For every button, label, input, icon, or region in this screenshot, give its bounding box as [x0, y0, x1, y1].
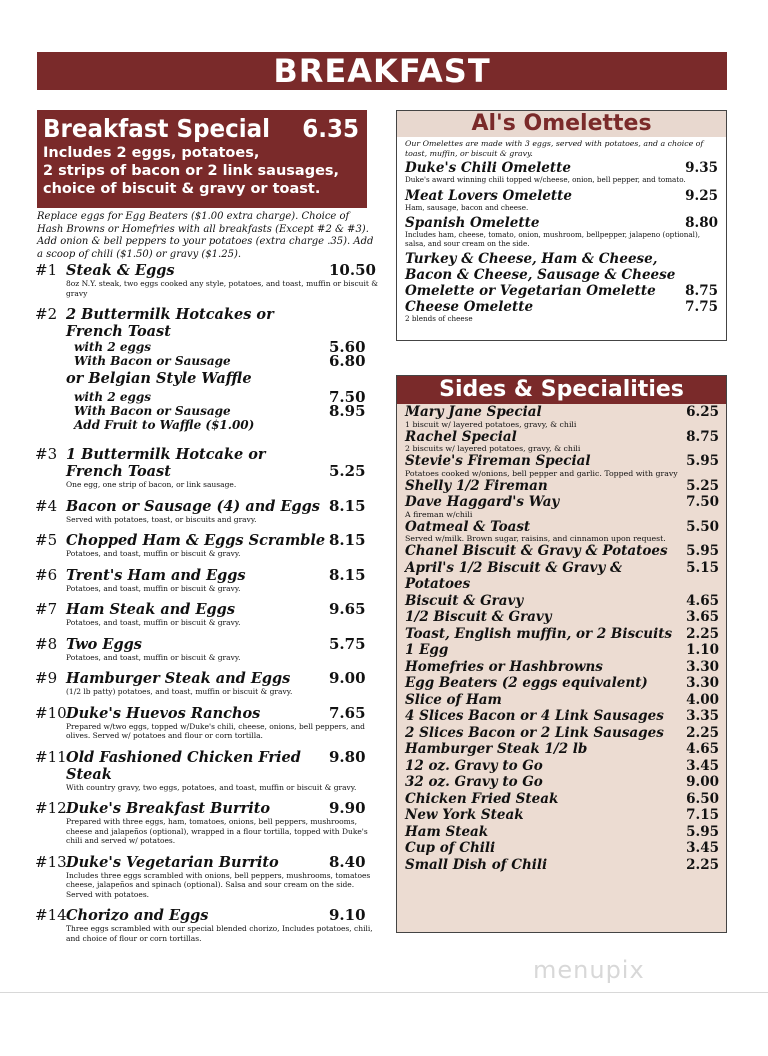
item-name: 1 Buttermilk Hotcake or	[66, 446, 266, 463]
side-item	[405, 692, 719, 709]
omelette-price: 9.25	[685, 187, 718, 204]
side-desc: Potatoes cooked w/onions, bell pepper and garlic. Topped with gravy	[405, 468, 678, 478]
omelette-item	[405, 160, 718, 185]
item-name: Two Eggs	[66, 635, 142, 653]
item-number: #3	[35, 445, 58, 463]
side-name: Toast, English muffin, or 2 Biscuits	[405, 625, 673, 642]
omelette-name: Omelette or Vegetarian Omelette	[405, 283, 656, 299]
item-desc: Potatoes, and toast, muffin or biscuit & gravy.	[66, 549, 241, 558]
side-price: 2.25	[686, 724, 719, 741]
side-price: 3.35	[686, 708, 719, 724]
item-number: #2	[35, 305, 58, 323]
omelette-name: Meat Lovers Omelette	[405, 187, 572, 204]
side-price: 5.15	[686, 559, 719, 576]
item-price: 9.10	[329, 906, 366, 924]
item-option: With Bacon or Sausage	[74, 404, 231, 418]
side-price: 7.15	[686, 807, 719, 823]
item-name: Chorizo and Eggs	[66, 907, 209, 924]
item-number: #1	[35, 261, 58, 279]
omelette-name: Spanish Omelette	[405, 215, 540, 231]
side-name: Small Dish of Chili	[405, 856, 548, 873]
side-name: Biscuit & Gravy	[405, 592, 524, 609]
side-price: 8.75	[686, 428, 719, 445]
item-number: #11	[35, 747, 67, 766]
side-item	[405, 824, 719, 841]
item-desc: Served with potatoes, toast, or biscuits and gravy.	[66, 514, 257, 524]
item-desc: One egg, one strip of bacon, or link sausage.	[66, 480, 237, 489]
special-line: 2 strips of bacon or 2 link sausages,	[43, 163, 340, 179]
side-item	[405, 543, 719, 560]
item-number: #8	[35, 634, 58, 653]
item-desc: Prepared w/two eggs, topped w/Duke's chili, cheese, onions, bell peppers, and olives. Served w/ potatoes and flour or corn tortilla.	[66, 721, 365, 740]
side-price: 1.10	[686, 642, 719, 658]
side-name: 1 Egg	[405, 642, 449, 658]
special-note: Replace eggs for Egg Beaters ($1.00 extra charge). Choice of Hash Browns or Homefries with all breakfasts (Except #2 & #3). Add onion & bell peppers to your potatoes (extra charge .35). Add a scoop of chili ($1.50) or gravy ($1.25).	[37, 211, 374, 260]
side-item	[405, 429, 719, 454]
side-price: 3.45	[686, 757, 719, 774]
side-name: Chicken Fried Steak	[405, 790, 559, 807]
side-name: Shelly 1/2 Fireman	[405, 477, 548, 494]
item-option: With Bacon or Sausage	[74, 354, 231, 368]
side-item	[405, 840, 719, 857]
side-name: Homefries or Hashbrowns	[405, 658, 603, 675]
menu-item	[35, 705, 385, 741]
item-option: or Belgian Style Waffle	[66, 370, 252, 387]
item-option-price: 7.50	[329, 388, 366, 406]
menu-item	[35, 749, 385, 793]
item-name: Bacon or Sausage (4) and Eggs	[66, 497, 320, 515]
side-name: Slice of Ham	[405, 691, 502, 708]
item-price: 7.65	[329, 703, 366, 722]
item-price: 9.80	[329, 747, 366, 766]
special-price: 6.35	[302, 114, 359, 143]
side-item	[405, 791, 719, 808]
item-price: 5.25	[329, 462, 366, 480]
omelette-item	[405, 283, 718, 299]
item-name: Ham Steak and Eggs	[66, 601, 235, 618]
side-item	[405, 708, 719, 725]
item-option-price: 6.80	[329, 352, 366, 370]
side-item	[405, 642, 719, 659]
divider	[0, 992, 768, 993]
omelette-price	[678, 267, 718, 283]
omelette-item	[405, 267, 718, 283]
side-name: April's 1/2 Biscuit & Gravy & Potatoes	[405, 559, 623, 592]
side-price: 7.50	[686, 494, 719, 510]
omelette-desc: Includes ham, cheese, tomato, onion, mushroom, bellpepper, jalapeno (optional), salsa, and sour cream on the side.	[405, 230, 701, 248]
item-price: 5.75	[329, 634, 366, 653]
side-price: 5.25	[686, 477, 719, 494]
item-name: Trent's Ham and Eggs	[66, 566, 246, 584]
item-number: #5	[35, 531, 58, 549]
side-name: 4 Slices Bacon or 4 Link Sausages	[405, 708, 664, 724]
watermark-logo: menupix	[533, 956, 645, 984]
item-desc: Includes three eggs scrambled with onions, bell peppers, mushrooms, tomatoes cheese, jalapeños and spinach (optional). Salsa and sour cream on the side. Served with potatoes.	[66, 870, 371, 899]
side-price: 3.30	[686, 675, 719, 691]
item-price: 8.15	[329, 531, 366, 549]
special-line: choice of biscuit & gravy or toast.	[43, 181, 321, 197]
item-desc: Prepared with three eggs, ham, tomatoes, onions, bell peppers, mushrooms, cheese and jalapeños (optional), wrapped in a flour tortilla, topped with Duke's chili and served w/ potatoes.	[66, 817, 368, 845]
side-item	[405, 478, 719, 495]
item-desc: Potatoes, and toast, muffin or biscuit & gravy.	[66, 618, 241, 627]
side-item	[405, 659, 719, 676]
omelette-price	[678, 251, 718, 267]
side-name: Stevie's Fireman Special	[405, 453, 591, 469]
item-number: #7	[35, 600, 58, 618]
side-name: 12 oz. Gravy to Go	[405, 757, 543, 774]
side-price: 5.95	[686, 453, 719, 469]
side-price: 6.50	[686, 790, 719, 807]
menu-item	[35, 800, 385, 846]
side-desc: A fireman w/chili	[405, 509, 473, 519]
item-number: #4	[35, 496, 58, 515]
omelette-name: Turkey & Cheese, Ham & Cheese,	[405, 251, 658, 267]
side-name: Cup of Chili	[405, 840, 496, 856]
item-price: 10.50	[329, 261, 376, 279]
side-item	[405, 560, 719, 593]
item-desc: Potatoes, and toast, muffin or biscuit & gravy.	[66, 652, 241, 662]
sides-title: Sides & Specialities	[397, 376, 726, 404]
item-name: Duke's Breakfast Burrito	[66, 800, 271, 817]
omelette-price: 8.80	[685, 215, 718, 231]
menu-item	[35, 670, 385, 697]
side-item	[405, 741, 719, 758]
omelette-price: 9.35	[685, 160, 718, 176]
item-number: #9	[35, 669, 58, 687]
item-number: #13	[35, 852, 67, 871]
item-price: 8.15	[329, 496, 366, 515]
side-item	[405, 758, 719, 775]
side-price: 5.95	[686, 823, 719, 840]
side-price: 6.25	[686, 404, 719, 420]
side-price: 3.30	[686, 658, 719, 675]
omelettes-title: Al's Omelettes	[397, 111, 726, 137]
menu-item	[35, 446, 385, 490]
side-item	[405, 675, 719, 692]
item-number: #10	[35, 703, 67, 722]
page-title: BREAKFAST	[37, 52, 727, 90]
side-price: 5.50	[686, 518, 719, 535]
side-desc: 1 biscuit w/ layered potatoes, gravy, & chili	[405, 419, 577, 429]
special-line: Includes 2 eggs, potatoes,	[43, 145, 260, 161]
omelettes-section	[396, 110, 727, 341]
menu-item	[35, 854, 385, 900]
menu-item	[35, 306, 385, 432]
omelette-item	[405, 299, 718, 324]
side-name: Ham Steak	[405, 823, 489, 840]
side-name: 2 Slices Bacon or 2 Link Sausages	[405, 724, 664, 741]
item-number: #12	[35, 799, 67, 817]
menu-item	[35, 262, 385, 298]
item-option-price: 8.95	[329, 402, 366, 420]
menu-item	[35, 567, 385, 594]
omelette-desc: Duke's award winning chili topped w/cheese, onion, bell pepper, and tomato.	[405, 175, 686, 184]
side-name: Mary Jane Special	[405, 404, 542, 420]
item-option: with 2 eggs	[74, 340, 152, 354]
side-name: Hamburger Steak 1/2 lb	[405, 741, 588, 757]
item-name: Old Fashioned Chicken Fried Steak	[66, 748, 301, 783]
side-price: 3.65	[686, 609, 719, 625]
side-price: 2.25	[686, 856, 719, 873]
side-name: 1/2 Biscuit & Gravy	[405, 609, 552, 625]
item-desc: 8oz N.Y. steak, two eggs cooked any style, potatoes, and toast, muffin or biscuit & gravy	[66, 279, 378, 298]
side-price: 3.45	[686, 840, 719, 856]
omelette-item	[405, 188, 718, 213]
side-price: 5.95	[686, 543, 719, 559]
item-name: 2 Buttermilk Hotcakes or	[66, 306, 274, 323]
omelette-name: Duke's Chili Omelette	[405, 160, 571, 176]
special-title: Breakfast Special	[43, 114, 271, 143]
sides-section	[396, 375, 727, 933]
side-item	[405, 774, 719, 791]
side-desc: Served w/milk. Brown sugar, raisins, and cinnamon upon request.	[405, 534, 666, 543]
item-name: Hamburger Steak and Eggs	[66, 670, 291, 687]
item-name-cont: French Toast	[66, 323, 171, 340]
side-item	[405, 609, 719, 626]
side-item	[405, 404, 719, 429]
omelette-price: 7.75	[685, 299, 718, 315]
menu-item	[35, 532, 385, 559]
item-price: 9.65	[329, 600, 366, 618]
item-desc: Three eggs scrambled with our special blended chorizo, Includes potatoes, chili, and choice of flour or corn tortillas.	[66, 924, 373, 943]
item-number: #14	[35, 906, 67, 924]
menu-item	[35, 498, 385, 525]
side-price: 2.25	[686, 625, 719, 642]
side-price: 4.00	[686, 691, 719, 708]
item-option: with 2 eggs	[74, 390, 152, 404]
item-name: Chopped Ham & Eggs Scramble	[66, 532, 326, 549]
side-item	[405, 519, 719, 544]
item-name: Steak & Eggs	[66, 262, 175, 279]
side-item	[405, 725, 719, 742]
side-desc: 2 biscuits w/ layered potatoes, gravy, & chili	[405, 444, 581, 453]
menu-item	[35, 636, 385, 663]
item-name-cont: French Toast	[66, 463, 171, 480]
side-item	[405, 626, 719, 643]
side-item	[405, 494, 719, 519]
omelette-name: Cheese Omelette	[405, 299, 534, 315]
omelette-item	[405, 215, 718, 248]
side-name: Chanel Biscuit & Gravy & Potatoes	[405, 543, 668, 559]
side-name: New York Steak	[405, 807, 524, 823]
item-price: 8.15	[329, 565, 366, 584]
item-price: 9.00	[329, 669, 366, 687]
menu-item	[35, 907, 385, 943]
item-desc: Potatoes, and toast, muffin or biscuit & gravy.	[66, 583, 241, 593]
omelette-desc: Ham, sausage, bacon and cheese.	[405, 202, 529, 212]
item-desc: With country gravy, two eggs, potatoes, and toast, muffin or biscuit & gravy.	[66, 782, 357, 792]
item-price: 8.40	[329, 852, 366, 871]
side-price: 9.00	[686, 774, 719, 790]
omelette-price: 8.75	[685, 283, 718, 299]
omelette-desc: 2 blends of cheese	[405, 314, 473, 323]
omelette-name: Bacon & Cheese, Sausage & Cheese	[405, 267, 676, 283]
item-number: #6	[35, 565, 58, 584]
side-item	[405, 453, 719, 478]
side-name: 32 oz. Gravy to Go	[405, 774, 543, 790]
side-item	[405, 593, 719, 610]
omelette-item	[405, 251, 718, 267]
side-name: Egg Beaters (2 eggs equivalent)	[405, 675, 648, 691]
side-name: Oatmeal & Toast	[405, 518, 531, 535]
omelettes-intro: Our Omelettes are made with 3 eggs, served with potatoes, and a choice of toast, muffin, or biscuit & gravy.	[405, 139, 704, 158]
side-price: 4.65	[686, 741, 719, 757]
side-price: 4.65	[686, 592, 719, 609]
side-item	[405, 807, 719, 824]
breakfast-special-box	[37, 110, 367, 208]
item-name: Duke's Huevos Ranchos	[66, 704, 261, 722]
menu-item	[35, 601, 385, 628]
item-option: Add Fruit to Waffle ($1.00)	[74, 418, 255, 432]
side-item	[405, 857, 719, 874]
side-name: Dave Haggard's Way	[405, 494, 560, 510]
item-desc: (1/2 lb patty) potatoes, and toast, muffin or biscuit & gravy.	[66, 687, 293, 696]
breakfast-items	[35, 262, 385, 943]
item-name: Duke's Vegetarian Burrito	[66, 853, 279, 871]
item-price: 9.90	[329, 799, 366, 817]
side-name: Rachel Special	[405, 428, 517, 445]
item-option-price: 5.60	[329, 338, 366, 356]
